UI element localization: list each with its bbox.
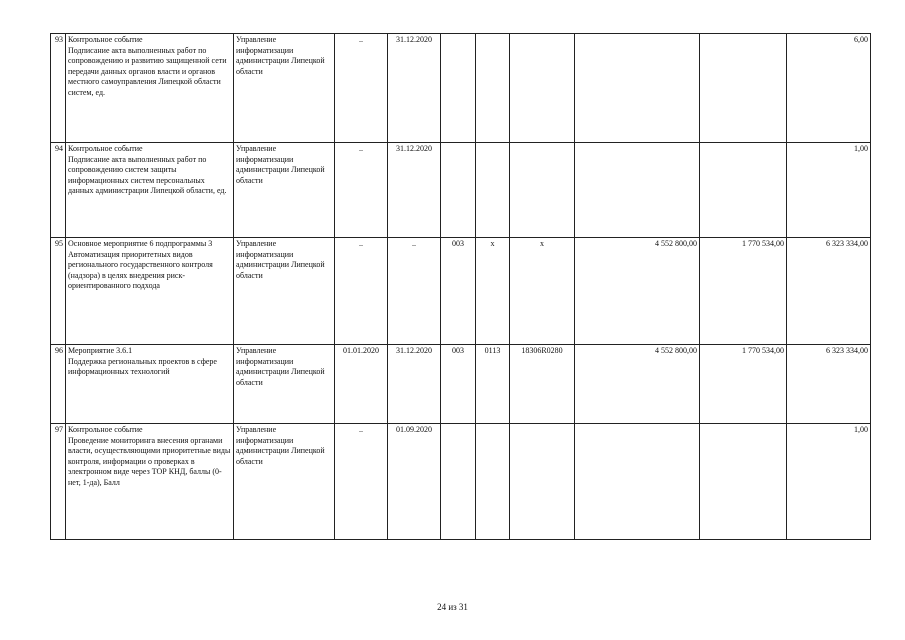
csr-code-cell: [510, 143, 575, 238]
end-date-cell: 31.12.2020: [388, 34, 441, 143]
event-cell: [66, 238, 234, 345]
start-date-cell: 01.01.2020: [335, 345, 388, 424]
amount-regional-cell: 1 770 534,00: [700, 238, 787, 345]
event-cell: [66, 345, 234, 424]
program-table: [50, 33, 871, 540]
row-number: 96: [51, 345, 66, 424]
event-cell: [66, 143, 234, 238]
executor-cell: Управление информатизации администрации Липецкой области: [234, 143, 335, 238]
rzpr-code-cell: [476, 34, 510, 143]
amount-total-cell: 6,00: [787, 34, 871, 143]
event-title: Контрольное событие: [68, 425, 143, 434]
amount-total-cell: 1,00: [787, 143, 871, 238]
grbs-code-cell: 003: [441, 345, 476, 424]
event-cell: [66, 424, 234, 540]
csr-code-cell: [510, 424, 575, 540]
event-title: Основное мероприятие 6 подпрограммы 3: [68, 239, 213, 248]
amount-federal-cell: 4 552 800,00: [575, 345, 700, 424]
event-description: Подписание акта выполненных работ по сопровождению и развитию защищенной сети передачи данных органов власти и органов местного самоуправления Липецкой области систем, ед.: [68, 45, 227, 97]
amount-federal-cell: [575, 34, 700, 143]
amount-total-cell: 6 323 334,00: [787, 238, 871, 345]
grbs-code-cell: 003: [441, 238, 476, 345]
table-row: [51, 143, 871, 238]
start-date-cell: ..: [335, 143, 388, 238]
amount-total-cell: 1,00: [787, 424, 871, 540]
rzpr-code-cell: x: [476, 238, 510, 345]
row-number: 97: [51, 424, 66, 540]
csr-code-cell: [510, 34, 575, 143]
event-description: Автоматизация приоритетных видов регионального государственного контроля (надзора) в целях внедрения риск-ориентированного подхода: [68, 249, 213, 290]
event-description: Поддержка региональных проектов в сфере информационных технологий: [68, 356, 217, 376]
grbs-code-cell: [441, 34, 476, 143]
end-date-cell: 01.09.2020: [388, 424, 441, 540]
table-row: [51, 34, 871, 143]
executor-cell: Управление информатизации администрации Липецкой области: [234, 34, 335, 143]
end-date-cell: ..: [388, 238, 441, 345]
event-description: Проведение мониторинга внесения органами власти, осуществляющими приоритетные виды контроля, информации о проверках в электронном виде через ТОР КНД, баллы (0-нет, 1-да), Балл: [68, 435, 231, 487]
executor-cell: Управление информатизации администрации Липецкой области: [234, 238, 335, 345]
end-date-cell: 31.12.2020: [388, 345, 441, 424]
event-title: Контрольное событие: [68, 144, 143, 153]
amount-federal-cell: 4 552 800,00: [575, 238, 700, 345]
event-description: Подписание акта выполненных работ по сопровождению систем защиты информационных систем персональных данных администрации Липецкой области, ед.: [68, 154, 227, 195]
start-date-cell: ..: [335, 238, 388, 345]
amount-federal-cell: [575, 143, 700, 238]
rzpr-code-cell: [476, 424, 510, 540]
amount-total-cell: 6 323 334,00: [787, 345, 871, 424]
row-number: 93: [51, 34, 66, 143]
amount-regional-cell: [700, 143, 787, 238]
amount-federal-cell: [575, 424, 700, 540]
event-cell: [66, 34, 234, 143]
page-number: 24 из 31: [437, 602, 468, 612]
rzpr-code-cell: [476, 143, 510, 238]
executor-cell: Управление информатизации администрации Липецкой области: [234, 345, 335, 424]
amount-regional-cell: 1 770 534,00: [700, 345, 787, 424]
table-row: [51, 238, 871, 345]
amount-regional-cell: [700, 34, 787, 143]
grbs-code-cell: [441, 143, 476, 238]
event-title: Мероприятие 3.6.1: [68, 346, 133, 355]
csr-code-cell: x: [510, 238, 575, 345]
csr-code-cell: 18306R0280: [510, 345, 575, 424]
row-number: 94: [51, 143, 66, 238]
table-body: [51, 34, 871, 540]
table-row: [51, 424, 871, 540]
row-number: 95: [51, 238, 66, 345]
amount-regional-cell: [700, 424, 787, 540]
grbs-code-cell: [441, 424, 476, 540]
table-row: [51, 345, 871, 424]
rzpr-code-cell: 0113: [476, 345, 510, 424]
event-title: Контрольное событие: [68, 35, 143, 44]
start-date-cell: ..: [335, 424, 388, 540]
end-date-cell: 31.12.2020: [388, 143, 441, 238]
executor-cell: Управление информатизации администрации Липецкой области: [234, 424, 335, 540]
start-date-cell: ..: [335, 34, 388, 143]
